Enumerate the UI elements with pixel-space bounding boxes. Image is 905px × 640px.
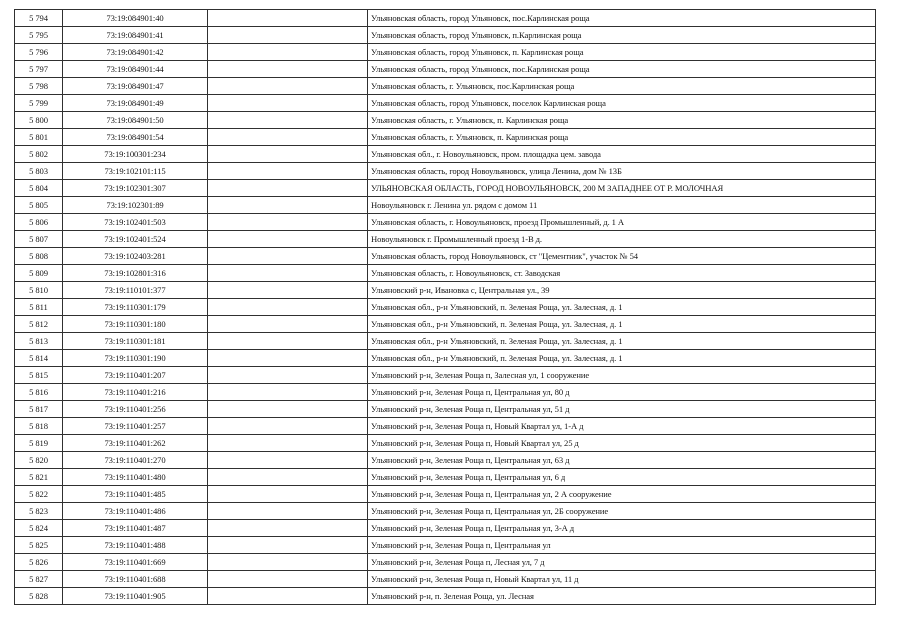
cadastral-number-cell: 73:19:110401:487 (63, 520, 208, 537)
table-row (15, 333, 876, 350)
row-number-cell: 5 828 (15, 588, 63, 605)
row-number-cell: 5 815 (15, 367, 63, 384)
cadastral-number-cell: 73:19:102301:89 (63, 197, 208, 214)
cadastral-number-cell: 73:19:110101:377 (63, 282, 208, 299)
blank-cell (208, 469, 368, 486)
address-cell: Ульяновский р-н, Зеленая Роща п, Новый Квартал ул, 25 д (368, 435, 876, 452)
cadastral-number-cell: 73:19:100301:234 (63, 146, 208, 163)
address-cell: Ульяновская область, город Новоульяновск, ст "Цементник", участок № 54 (368, 248, 876, 265)
row-number-cell: 5 794 (15, 10, 63, 27)
table-row (15, 316, 876, 333)
row-number-cell: 5 823 (15, 503, 63, 520)
blank-cell (208, 554, 368, 571)
row-number-cell: 5 796 (15, 44, 63, 61)
row-number-cell: 5 822 (15, 486, 63, 503)
row-number-cell: 5 824 (15, 520, 63, 537)
blank-cell (208, 146, 368, 163)
registry-table (14, 9, 876, 605)
blank-cell (208, 265, 368, 282)
address-cell: Ульяновский р-н, п. Зеленая Роща, ул. Лесная (368, 588, 876, 605)
blank-cell (208, 503, 368, 520)
table-row (15, 265, 876, 282)
cadastral-number-cell: 73:19:110401:688 (63, 571, 208, 588)
cadastral-number-cell: 73:19:110301:190 (63, 350, 208, 367)
table-row (15, 384, 876, 401)
address-cell: Ульяновская область, г. Ульяновск, п. Карлинская роща (368, 112, 876, 129)
address-cell: Ульяновская область, г. Новоульяновск, проезд Промышленный, д. 1 А (368, 214, 876, 231)
address-cell: Ульяновская обл., р-н Ульяновский, п. Зеленая Роща, ул. Залесная, д. 1 (368, 333, 876, 350)
blank-cell (208, 163, 368, 180)
cadastral-number-cell: 73:19:102403:281 (63, 248, 208, 265)
blank-cell (208, 435, 368, 452)
cadastral-number-cell: 73:19:110401:256 (63, 401, 208, 418)
row-number-cell: 5 816 (15, 384, 63, 401)
blank-cell (208, 299, 368, 316)
blank-cell (208, 44, 368, 61)
address-cell: Ульяновская область, город Ульяновск, п. Карлинская роща (368, 44, 876, 61)
table-row (15, 248, 876, 265)
row-number-cell: 5 808 (15, 248, 63, 265)
blank-cell (208, 112, 368, 129)
address-cell: Ульяновский р-н, Зеленая Роща п, Центральная ул, 6 д (368, 469, 876, 486)
address-cell: Ульяновский р-н, Зеленая Роща п, Центральная ул, 3-А д (368, 520, 876, 537)
table-row (15, 180, 876, 197)
cadastral-number-cell: 73:19:084901:44 (63, 61, 208, 78)
address-cell: Ульяновская область, г. Ульяновск, пос.Карлинская роща (368, 78, 876, 95)
table-row (15, 197, 876, 214)
cadastral-number-cell: 73:19:084901:49 (63, 95, 208, 112)
table-row (15, 418, 876, 435)
row-number-cell: 5 814 (15, 350, 63, 367)
table-row (15, 469, 876, 486)
table-row (15, 452, 876, 469)
row-number-cell: 5 806 (15, 214, 63, 231)
blank-cell (208, 248, 368, 265)
table-row (15, 350, 876, 367)
cadastral-number-cell: 73:19:102801:316 (63, 265, 208, 282)
table-row (15, 129, 876, 146)
row-number-cell: 5 819 (15, 435, 63, 452)
row-number-cell: 5 797 (15, 61, 63, 78)
row-number-cell: 5 827 (15, 571, 63, 588)
table-row (15, 367, 876, 384)
table-row (15, 95, 876, 112)
row-number-cell: 5 799 (15, 95, 63, 112)
address-cell: Ульяновский р-н, Зеленая Роща п, Центральная ул (368, 537, 876, 554)
address-cell: Ульяновский р-н, Зеленая Роща п, Центральная ул, 80 д (368, 384, 876, 401)
row-number-cell: 5 825 (15, 537, 63, 554)
cadastral-number-cell: 73:19:110401:270 (63, 452, 208, 469)
address-cell: Ульяновская обл., г. Новоульяновск, пром. площадка цем. завода (368, 146, 876, 163)
blank-cell (208, 350, 368, 367)
row-number-cell: 5 803 (15, 163, 63, 180)
row-number-cell: 5 804 (15, 180, 63, 197)
blank-cell (208, 61, 368, 78)
address-cell: Ульяновский р-н, Зеленая Роща п, Залесная ул, 1 сооружение (368, 367, 876, 384)
blank-cell (208, 95, 368, 112)
address-cell: Ульяновская область, город Ульяновск, пос.Карлинская роща (368, 61, 876, 78)
blank-cell (208, 537, 368, 554)
table-row (15, 10, 876, 27)
address-cell: Ульяновская обл., р-н Ульяновский, п. Зеленая Роща, ул. Залесная, д. 1 (368, 299, 876, 316)
address-cell: Новоульяновск г. Ленина ул. рядом с домом 11 (368, 197, 876, 214)
blank-cell (208, 231, 368, 248)
cadastral-number-cell: 73:19:110401:216 (63, 384, 208, 401)
table-row (15, 503, 876, 520)
cadastral-number-cell: 73:19:110401:486 (63, 503, 208, 520)
blank-cell (208, 384, 368, 401)
row-number-cell: 5 800 (15, 112, 63, 129)
row-number-cell: 5 826 (15, 554, 63, 571)
row-number-cell: 5 821 (15, 469, 63, 486)
cadastral-number-cell: 73:19:110401:905 (63, 588, 208, 605)
row-number-cell: 5 813 (15, 333, 63, 350)
blank-cell (208, 180, 368, 197)
address-cell: Ульяновский р-н, Зеленая Роща п, Новый Квартал ул, 11 д (368, 571, 876, 588)
blank-cell (208, 197, 368, 214)
cadastral-number-cell: 73:19:084901:40 (63, 10, 208, 27)
blank-cell (208, 588, 368, 605)
table-row (15, 78, 876, 95)
address-cell: Ульяновская область, город Ульяновск, пос.Карлинская роща (368, 10, 876, 27)
table-row (15, 214, 876, 231)
cadastral-number-cell: 73:19:110301:180 (63, 316, 208, 333)
cadastral-number-cell: 73:19:102301:307 (63, 180, 208, 197)
address-cell: Новоульяновск г. Промышленный проезд 1-В д. (368, 231, 876, 248)
blank-cell (208, 367, 368, 384)
row-number-cell: 5 798 (15, 78, 63, 95)
cadastral-number-cell: 73:19:110401:488 (63, 537, 208, 554)
row-number-cell: 5 801 (15, 129, 63, 146)
cadastral-number-cell: 73:19:110401:207 (63, 367, 208, 384)
cadastral-number-cell: 73:19:110401:257 (63, 418, 208, 435)
blank-cell (208, 486, 368, 503)
cadastral-number-cell: 73:19:084901:41 (63, 27, 208, 44)
blank-cell (208, 418, 368, 435)
address-cell: Ульяновская область, г. Ульяновск, п. Карлинская роща (368, 129, 876, 146)
row-number-cell: 5 809 (15, 265, 63, 282)
cadastral-number-cell: 73:19:084901:47 (63, 78, 208, 95)
address-cell: Ульяновская область, город Новоульяновск, улица Ленина, дом № 13Б (368, 163, 876, 180)
row-number-cell: 5 802 (15, 146, 63, 163)
table-row (15, 435, 876, 452)
address-cell: Ульяновский р-н, Зеленая Роща п, Новый Квартал ул, 1-А д (368, 418, 876, 435)
cadastral-number-cell: 73:19:110301:181 (63, 333, 208, 350)
blank-cell (208, 452, 368, 469)
blank-cell (208, 214, 368, 231)
cadastral-number-cell: 73:19:110401:669 (63, 554, 208, 571)
address-cell: Ульяновский р-н, Зеленая Роща п, Лесная ул, 7 д (368, 554, 876, 571)
blank-cell (208, 282, 368, 299)
row-number-cell: 5 805 (15, 197, 63, 214)
address-cell: Ульяновская обл., р-н Ульяновский, п. Зеленая Роща, ул. Залесная, д. 1 (368, 350, 876, 367)
table-row (15, 282, 876, 299)
row-number-cell: 5 817 (15, 401, 63, 418)
blank-cell (208, 78, 368, 95)
cadastral-number-cell: 73:19:084901:50 (63, 112, 208, 129)
cadastral-number-cell: 73:19:110401:485 (63, 486, 208, 503)
row-number-cell: 5 810 (15, 282, 63, 299)
row-number-cell: 5 795 (15, 27, 63, 44)
table-row (15, 163, 876, 180)
table-row (15, 588, 876, 605)
row-number-cell: 5 812 (15, 316, 63, 333)
table-row (15, 61, 876, 78)
registry-table-body (15, 10, 876, 605)
table-row (15, 520, 876, 537)
blank-cell (208, 401, 368, 418)
table-row (15, 571, 876, 588)
address-cell: Ульяновский р-н, Зеленая Роща п, Центральная ул, 2Б сооружение (368, 503, 876, 520)
cadastral-number-cell: 73:19:102101:115 (63, 163, 208, 180)
address-cell: Ульяновский р-н, Зеленая Роща п, Центральная ул, 2 А сооружение (368, 486, 876, 503)
blank-cell (208, 316, 368, 333)
address-cell: УЛЬЯНОВСКАЯ ОБЛАСТЬ, ГОРОД НОВОУЛЬЯНОВСК, 200 М ЗАПАДНЕЕ ОТ Р. МОЛОЧНАЯ (368, 180, 876, 197)
cadastral-number-cell: 73:19:084901:42 (63, 44, 208, 61)
address-cell: Ульяновский р-н, Зеленая Роща п, Центральная ул, 63 д (368, 452, 876, 469)
blank-cell (208, 10, 368, 27)
table-row (15, 44, 876, 61)
cadastral-number-cell: 73:19:084901:54 (63, 129, 208, 146)
row-number-cell: 5 820 (15, 452, 63, 469)
cadastral-number-cell: 73:19:110401:480 (63, 469, 208, 486)
table-row (15, 537, 876, 554)
cadastral-number-cell: 73:19:110401:262 (63, 435, 208, 452)
row-number-cell: 5 811 (15, 299, 63, 316)
address-cell: Ульяновский р-н, Ивановка с, Центральная ул., 39 (368, 282, 876, 299)
table-row (15, 146, 876, 163)
cadastral-number-cell: 73:19:110301:179 (63, 299, 208, 316)
table-row (15, 299, 876, 316)
table-row (15, 112, 876, 129)
table-row (15, 554, 876, 571)
blank-cell (208, 333, 368, 350)
table-row (15, 231, 876, 248)
blank-cell (208, 571, 368, 588)
table-row (15, 401, 876, 418)
address-cell: Ульяновская область, город Ульяновск, поселок Карлинская роща (368, 95, 876, 112)
address-cell: Ульяновский р-н, Зеленая Роща п, Центральная ул, 51 д (368, 401, 876, 418)
address-cell: Ульяновская обл., р-н Ульяновский, п. Зеленая Роща, ул. Залесная, д. 1 (368, 316, 876, 333)
cadastral-number-cell: 73:19:102401:503 (63, 214, 208, 231)
blank-cell (208, 520, 368, 537)
table-row (15, 486, 876, 503)
blank-cell (208, 129, 368, 146)
blank-cell (208, 27, 368, 44)
cadastral-number-cell: 73:19:102401:524 (63, 231, 208, 248)
address-cell: Ульяновская область, город Ульяновск, п.Карлинская роща (368, 27, 876, 44)
row-number-cell: 5 807 (15, 231, 63, 248)
row-number-cell: 5 818 (15, 418, 63, 435)
address-cell: Ульяновская область, г. Новоульяновск, ст. Заводская (368, 265, 876, 282)
table-row (15, 27, 876, 44)
